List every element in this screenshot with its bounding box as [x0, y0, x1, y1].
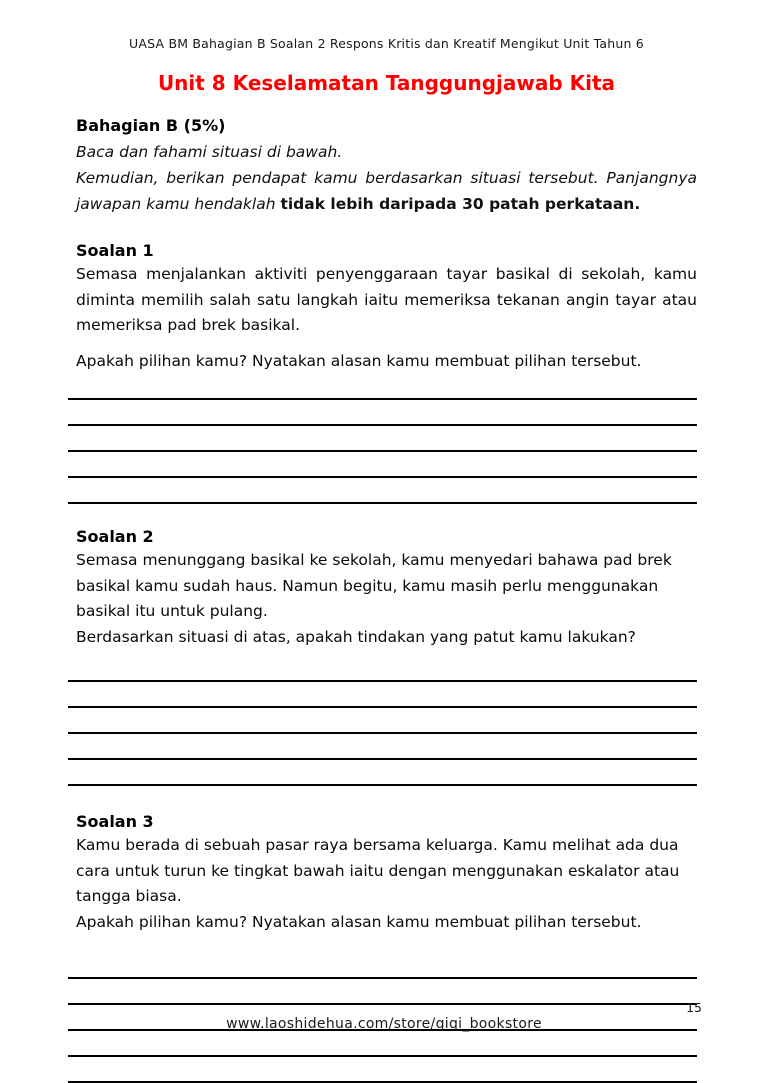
document-header: UASA BM Bahagian B Soalan 2 Respons Kritis dan Kreatif Mengikut Unit Tahun 6: [129, 36, 644, 51]
instruction-paragraph: [76, 165, 697, 217]
question-block-2: [76, 527, 697, 786]
answer-line: [68, 1031, 697, 1057]
question-3-prompt: Apakah pilihan kamu? Nyatakan alasan kamu membuat pilihan tersebut.: [76, 912, 642, 931]
instruction-text-italic: Kemudian, berikan pendapat kamu berdasarkan situasi tersebut. Panjangnya jawapan kamu hendaklah: [76, 169, 697, 213]
question-3-body: Kamu berada di sebuah pasar raya bersama keluarga. Kamu melihat ada dua cara untuk turun ke tingkat bawah iaitu dengan menggunakan eskalator atau tangga biasa.: [76, 836, 680, 905]
answer-line: [68, 478, 697, 504]
answer-line: [68, 656, 697, 682]
answer-line: [68, 734, 697, 760]
question-2-answer-lines: [68, 656, 697, 786]
question-1-prompt: Apakah pilihan kamu? Nyatakan alasan kamu membuat pilihan tersebut.: [76, 351, 642, 370]
answer-line: [68, 452, 697, 478]
page-title: Unit 8 Keselamatan Tanggungjawab Kita: [157, 71, 616, 95]
section-heading: Bahagian B (5%): [76, 116, 226, 135]
instruction-line: Baca dan fahami situasi di bawah.: [76, 143, 343, 161]
page-number: 15: [686, 1000, 702, 1015]
answer-line: [68, 400, 697, 426]
question-block-1: [76, 241, 697, 504]
question-block-3: [76, 812, 697, 1083]
answer-line: [68, 682, 697, 708]
question-1-answer-lines: [68, 374, 697, 504]
footer-url: www.laoshidehua.com/store/qiqi_bookstore: [226, 1016, 542, 1032]
question-2-prompt: Berdasarkan situasi di atas, apakah tindakan yang patut kamu lakukan?: [76, 627, 636, 646]
question-2-body: Semasa menunggang basikal ke sekolah, kamu menyedari bahawa pad brek basikal kamu sudah haus. Namun begitu, kamu masih perlu menggunakan basikal itu untuk pulang.: [76, 551, 672, 620]
answer-line: [68, 760, 697, 786]
question-2-heading: Soalan 2: [76, 527, 154, 546]
question-1-body: Semasa menjalankan aktiviti penyenggaraan tayar basikal di sekolah, kamu diminta memilih salah satu langkah iaitu memeriksa tekanan angin tayar atau memeriksa pad brek basikal.: [76, 265, 697, 334]
answer-line: [68, 426, 697, 452]
answer-line: [68, 1057, 697, 1083]
answer-line: [68, 953, 697, 979]
question-3-heading: Soalan 3: [76, 812, 154, 831]
instruction-text-bold: tidak lebih daripada 30 patah perkataan.: [280, 195, 641, 213]
answer-line: [68, 979, 697, 1005]
answer-line: [68, 708, 697, 734]
question-1-heading: Soalan 1: [76, 241, 154, 260]
answer-line: [68, 374, 697, 400]
